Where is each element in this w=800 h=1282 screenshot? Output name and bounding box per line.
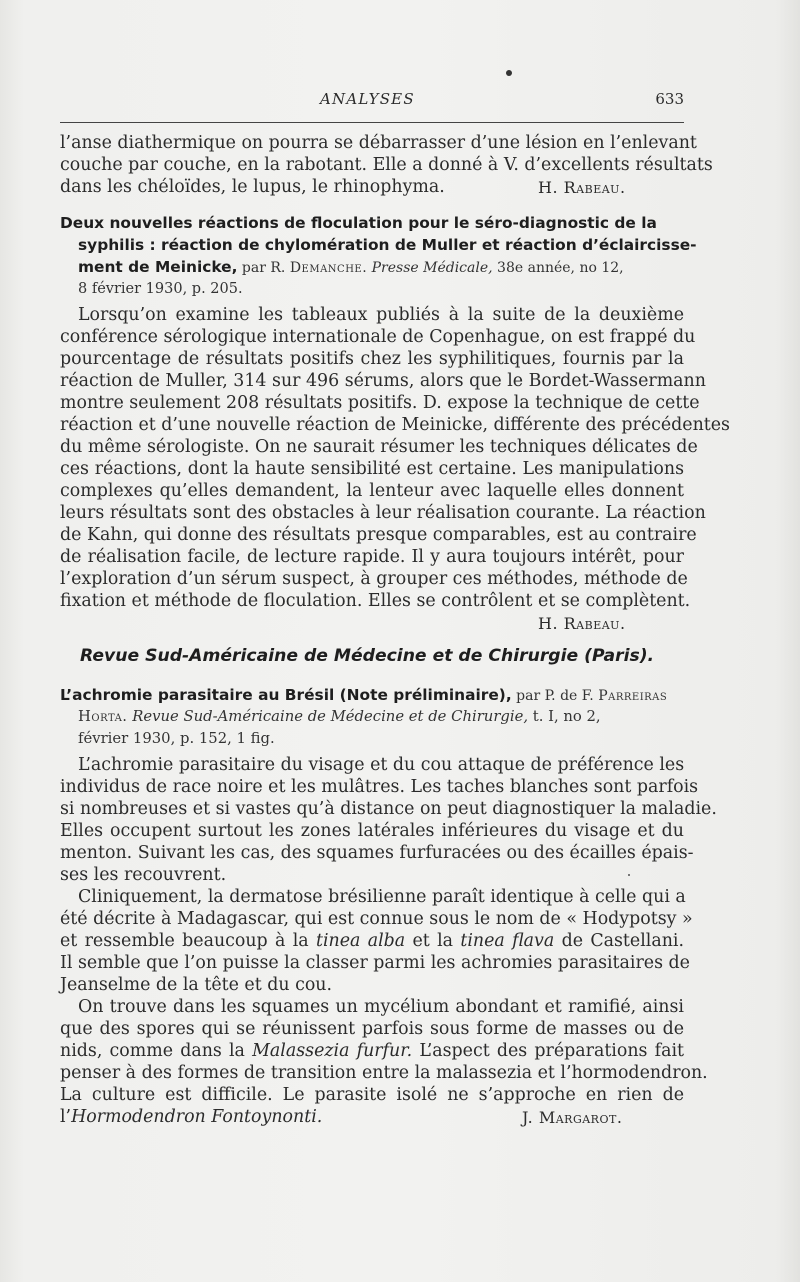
text-line: été décrite à Madagascar, qui est connue sous le nom de « Hodypotsy » [60, 909, 693, 929]
citation-line: février 1930, p. 152, 1 fig. [78, 730, 275, 747]
text-line: conférence sérologique internationale de Copenhague, on est frappé du [60, 327, 696, 347]
text-line: l’anse diathermique on pourra se débarrasser d’une lésion en l’enlevant [60, 133, 697, 153]
article-title-line: L’achromie parasitaire au Brésil (Note préliminaire), par P. de F. Parreiras [60, 686, 668, 704]
signature: H. Rabeau. [538, 614, 626, 633]
text-line: l’exploration d’un sérum suspect, à grouper ces méthodes, méthode de [60, 569, 688, 589]
text-line: Lorsqu’on examine les tableaux publiés à la suite de la deuxième [78, 305, 684, 325]
article-title-line: ment de Meinicke, par R. Demanche. Presse Médicale, 38e année, no 12, [78, 258, 624, 276]
signature: J. Margarot. [522, 1108, 623, 1127]
text-line: de réalisation facile, de lecture rapide. Il y aura toujours intérêt, pour [60, 547, 684, 567]
running-head [60, 90, 684, 114]
text-line: complexes qu’elles demandent, la lenteur avec laquelle elles donnent [60, 481, 684, 501]
running-title: ANALYSES [320, 90, 415, 108]
text-line: On trouve dans les squames un mycélium abondant et ramifié, ainsi [78, 997, 684, 1017]
text-line: que des spores qui se réunissent parfois sous forme de masses ou de [60, 1019, 684, 1039]
text-line: montre seulement 208 résultats positifs. D. expose la technique de cette [60, 393, 700, 413]
text-line: et ressemble beaucoup à la tinea alba et la tinea flava de Castellani. [60, 931, 684, 951]
text-line: fixation et méthode de floculation. Elles se contrôlent et se complètent. [60, 591, 691, 611]
citation-line: Horta. Revue Sud-Américaine de Médecine et de Chirurgie, t. I, no 2, [78, 708, 601, 725]
text-line: Elles occupent surtout les zones latérales inférieures du visage et du [60, 821, 684, 841]
text-line: penser à des formes de transition entre la malassezia et l’hormodendron. [60, 1063, 708, 1083]
text-line: couche par couche, en la rabotant. Elle a donné à V. d’excellents résultats [60, 155, 713, 175]
citation-line: 8 février 1930, p. 205. [78, 281, 243, 297]
text-line: dans les chéloïdes, le lupus, le rhinophyma. [60, 177, 445, 197]
text-line: nids, comme dans la Malassezia furfur. L’aspect des préparations fait [60, 1041, 684, 1061]
text-line: La culture est difficile. Le parasite isolé ne s’approche en rien de [60, 1085, 684, 1105]
text-line: si nombreuses et si vastes qu’à distance on peut diagnostiquer la maladie. [60, 799, 717, 819]
text-line: individus de race noire et les mulâtres. Les taches blanches sont parfois [60, 777, 699, 797]
text-line: de Kahn, qui donne des résultats presque comparables, est au contraire [60, 525, 697, 545]
signature: H. Rabeau. [538, 178, 626, 197]
article-title-line: Deux nouvelles réactions de floculation pour le séro-diagnostic de la [60, 214, 657, 232]
text-line: ses les recouvrent. [60, 865, 227, 885]
text-line: ces réactions, dont la haute sensibilité est certaine. Les manipulations [60, 459, 684, 479]
print-speck [628, 874, 630, 876]
text-line: réaction de Muller, 314 sur 496 sérums, alors que le Bordet-Wassermann [60, 371, 706, 391]
text-line: pourcentage de résultats positifs chez les syphilitiques, fournis par la [60, 349, 684, 369]
text-line: Il semble que l’on puisse la classer parmi les achromies parasitaires de [60, 953, 690, 973]
text-line: menton. Suivant les cas, des squames furfuracées ou des écailles épais- [60, 843, 694, 863]
text-line: Jeanselme de la tête et du cou. [60, 975, 333, 995]
text-line: L’achromie parasitaire du visage et du cou attaque de préférence les [78, 755, 685, 775]
text-line: réaction et d’une nouvelle réaction de Meinicke, différente des précédentes [60, 415, 730, 435]
article-title-line: syphilis : réaction de chylomération de Muller et réaction d’éclaircisse- [78, 236, 697, 254]
ink-dot [506, 70, 512, 76]
text-line: leurs résultats sont des obstacles à leur réalisation courante. La réaction [60, 503, 706, 523]
text-line: du même sérologiste. On ne saurait résumer les techniques délicates de [60, 437, 698, 457]
text-line: l’Hormodendron Fontoynonti. [60, 1107, 323, 1127]
section-heading: Revue Sud-Américaine de Médecine et de Chirurgie (Paris). [80, 646, 655, 666]
page-number: 633 [655, 90, 684, 108]
text-line: Cliniquement, la dermatose brésilienne paraît identique à celle qui a [78, 887, 686, 907]
header-rule [60, 122, 684, 123]
